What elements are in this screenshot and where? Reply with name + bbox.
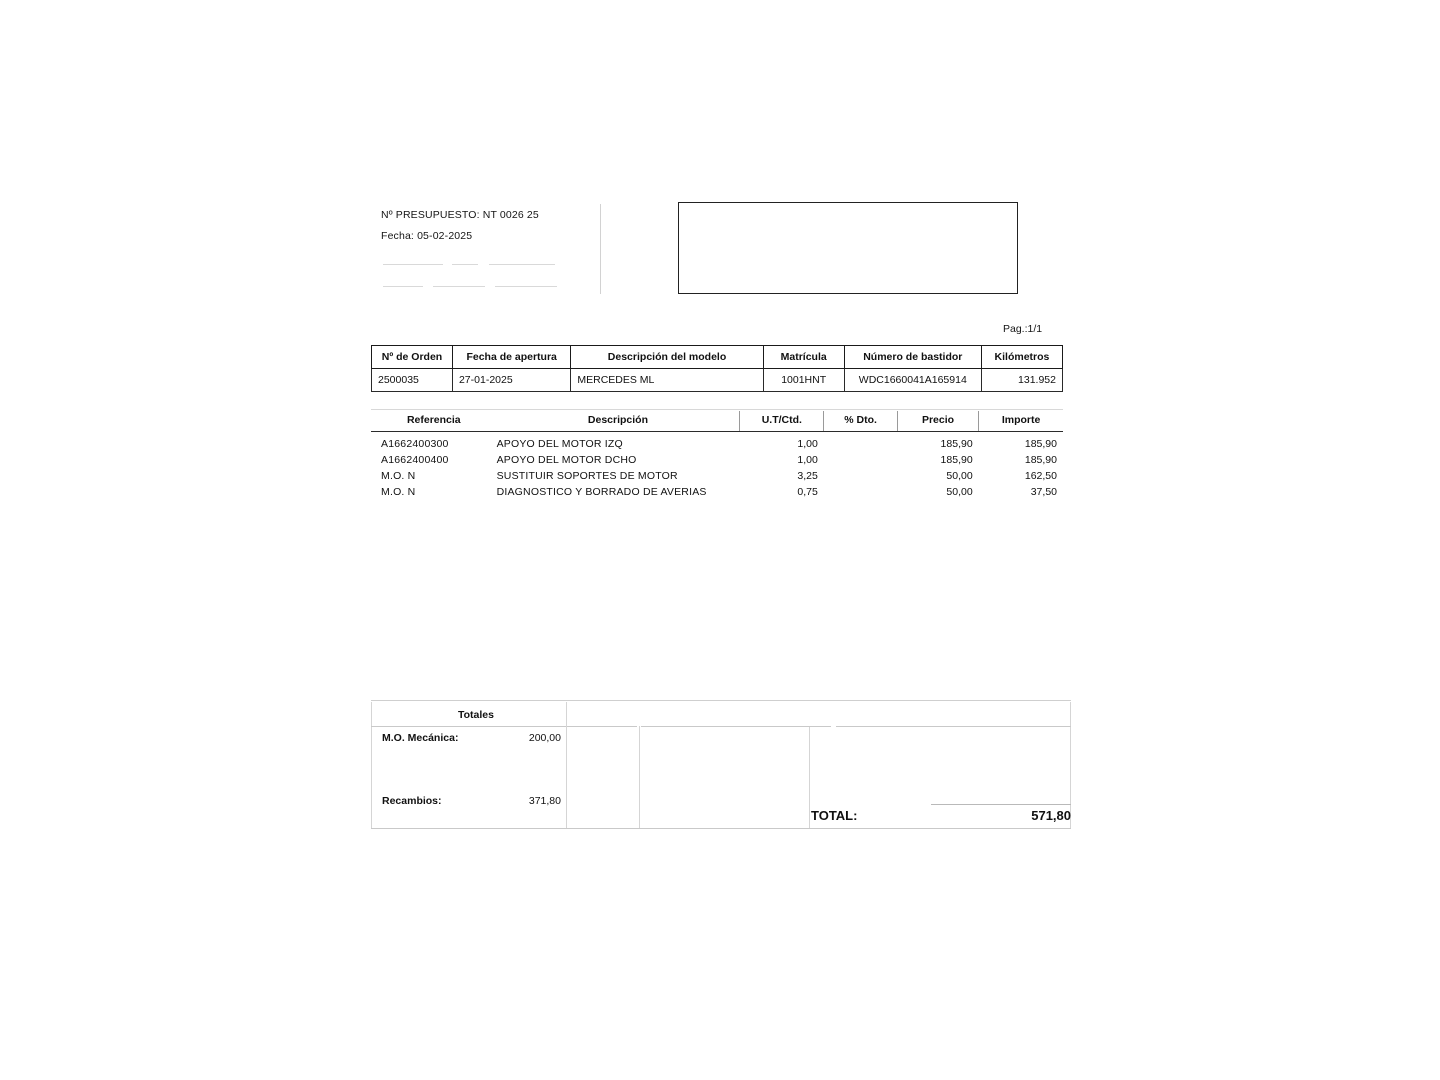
cell-orden: 2500035 bbox=[372, 369, 453, 392]
totals-top-rule bbox=[371, 700, 1071, 701]
table-header-row bbox=[372, 346, 1063, 369]
cell-kilometros: 131.952 bbox=[981, 369, 1062, 392]
totals-divider bbox=[371, 702, 372, 828]
page-indicator: Pag.:1/1 bbox=[1003, 323, 1043, 335]
cell-precio: 185,90 bbox=[940, 454, 973, 466]
scan-artifact-line bbox=[383, 286, 423, 287]
scan-artifact-line bbox=[452, 264, 478, 265]
line-items-table bbox=[371, 411, 1063, 500]
cell-importe: 162,50 bbox=[1024, 470, 1057, 482]
scan-artifact-line bbox=[489, 264, 555, 265]
cell-precio: 50,00 bbox=[946, 470, 973, 482]
cell-dto bbox=[824, 484, 897, 500]
labor-total-label: M.O. Mecánica: bbox=[382, 732, 459, 744]
cell-referencia: M.O. N bbox=[381, 486, 416, 498]
scan-artifact-line bbox=[383, 264, 443, 265]
col-header-orden: Nº de Orden bbox=[372, 346, 453, 369]
parts-total-value: 371,80 bbox=[528, 795, 561, 807]
totals-divider bbox=[639, 726, 640, 828]
cell-dto bbox=[824, 452, 897, 468]
table-row bbox=[371, 484, 1063, 500]
table-row bbox=[371, 452, 1063, 468]
cell-ut: 0,75 bbox=[797, 486, 818, 498]
items-col-importe: Importe bbox=[979, 411, 1063, 432]
cell-importe: 185,90 bbox=[1024, 454, 1057, 466]
cell-precio: 185,90 bbox=[940, 438, 973, 450]
totals-rule bbox=[641, 726, 831, 727]
cell-precio: 50,00 bbox=[946, 486, 973, 498]
cell-ut: 3,25 bbox=[797, 470, 818, 482]
items-col-dto: % Dto. bbox=[824, 411, 897, 432]
cell-matricula: 1001HNT bbox=[763, 369, 844, 392]
items-col-descripcion: Descripción bbox=[497, 411, 740, 432]
grand-total-value: 571,80 bbox=[1031, 808, 1071, 823]
cell-importe: 185,90 bbox=[1024, 438, 1057, 450]
scan-artifact-line bbox=[433, 286, 485, 287]
budget-number-line: Nº PRESUPUESTO: NT 0026 25 bbox=[381, 209, 539, 221]
cell-ut: 1,00 bbox=[797, 454, 818, 466]
totals-block bbox=[371, 700, 1071, 830]
scan-artifact-line bbox=[495, 286, 557, 287]
totals-divider bbox=[809, 726, 810, 828]
items-top-rule bbox=[371, 409, 1063, 410]
col-header-matricula: Matrícula bbox=[763, 346, 844, 369]
cell-descripcion: APOYO DEL MOTOR DCHO bbox=[496, 454, 637, 466]
cell-fecha: 27-01-2025 bbox=[452, 369, 570, 392]
col-header-bastidor: Número de bastidor bbox=[844, 346, 981, 369]
grand-total-label: TOTAL: bbox=[811, 808, 858, 823]
items-header-row bbox=[371, 411, 1063, 432]
parts-total-label: Recambios: bbox=[382, 795, 442, 807]
totals-title: Totales bbox=[458, 709, 494, 721]
col-header-modelo: Descripción del modelo bbox=[571, 346, 763, 369]
items-col-precio: Precio bbox=[897, 411, 978, 432]
totals-rule bbox=[836, 726, 1071, 727]
col-header-kilometros: Kilómetros bbox=[981, 346, 1062, 369]
table-row bbox=[371, 468, 1063, 484]
cell-dto bbox=[824, 468, 897, 484]
vehicle-order-table bbox=[371, 345, 1063, 392]
table-row bbox=[372, 369, 1063, 392]
cell-referencia: M.O. N bbox=[381, 470, 416, 482]
cell-bastidor: WDC1660041A165914 bbox=[844, 369, 981, 392]
labor-total-value: 200,00 bbox=[528, 732, 561, 744]
document-date-line: Fecha: 05-02-2025 bbox=[381, 230, 473, 242]
totals-bottom-rule bbox=[371, 828, 1071, 829]
scan-artifact-divider bbox=[600, 204, 601, 294]
totals-rule bbox=[567, 726, 637, 727]
cell-importe: 37,50 bbox=[1030, 486, 1057, 498]
col-header-fecha: Fecha de apertura bbox=[452, 346, 570, 369]
cell-ut: 1,00 bbox=[797, 438, 818, 450]
totals-rule bbox=[371, 726, 566, 727]
cell-descripcion: SUSTITUIR SOPORTES DE MOTOR bbox=[496, 470, 678, 482]
items-col-referencia: Referencia bbox=[371, 411, 497, 432]
cell-referencia: A1662400400 bbox=[381, 454, 449, 466]
cell-dto bbox=[824, 432, 897, 453]
cell-descripcion: APOYO DEL MOTOR IZQ bbox=[496, 438, 623, 450]
blank-customer-box bbox=[678, 202, 1018, 294]
totals-divider bbox=[566, 702, 567, 828]
cell-referencia: A1662400300 bbox=[381, 438, 449, 450]
table-row bbox=[371, 432, 1063, 453]
items-col-ut: U.T/Ctd. bbox=[740, 411, 824, 432]
cell-descripcion: DIAGNOSTICO Y BORRADO DE AVERIAS bbox=[496, 486, 707, 498]
document-header bbox=[381, 205, 681, 246]
cell-modelo: MERCEDES ML bbox=[571, 369, 763, 392]
grand-total-rule bbox=[931, 804, 1071, 805]
